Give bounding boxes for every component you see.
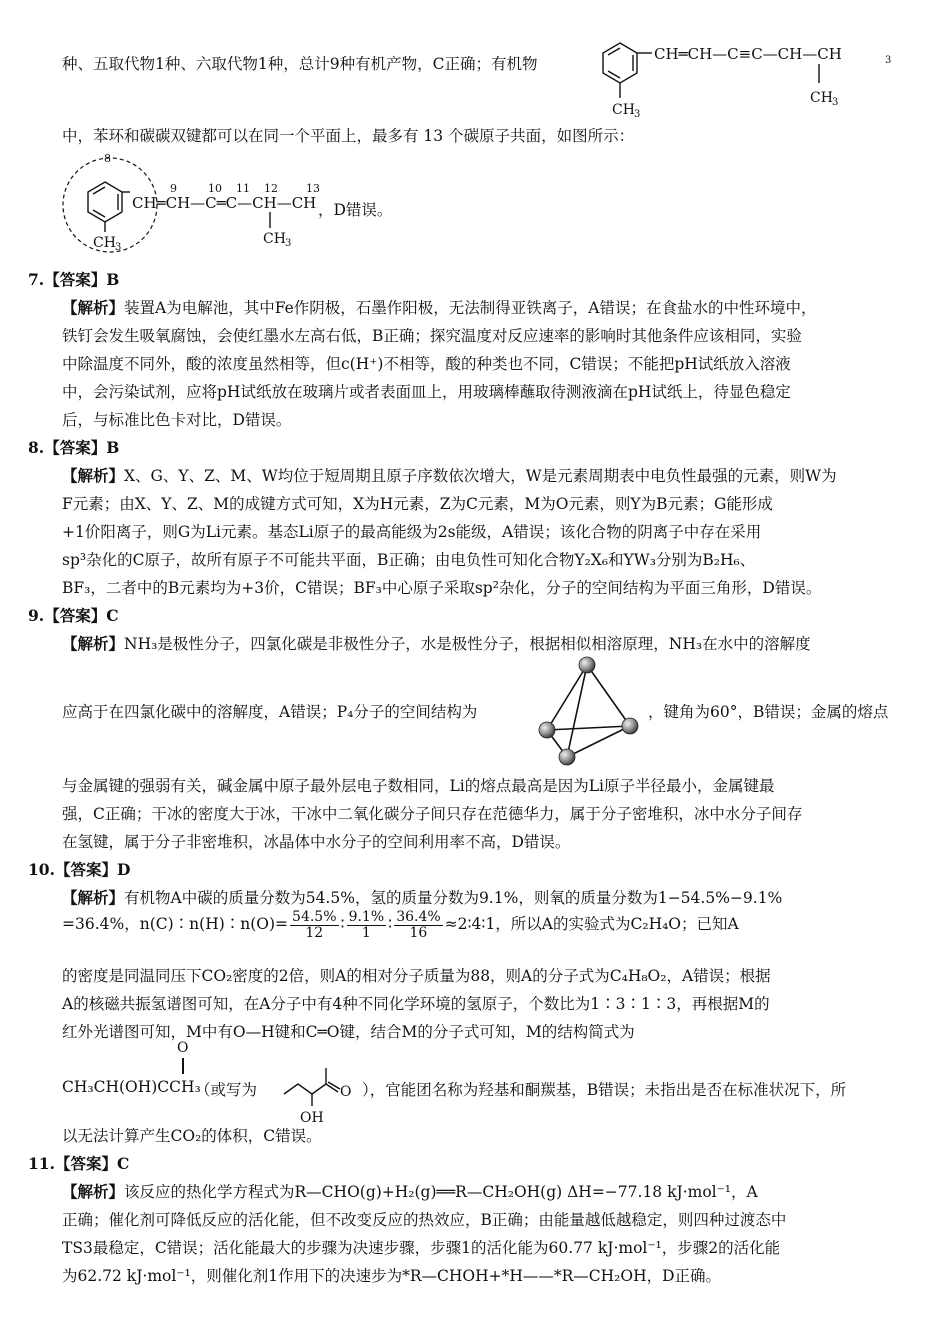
svg-text:3: 3	[885, 55, 892, 66]
carbonyl-bond	[182, 1058, 184, 1074]
q9-explanation-2a: 应高于在四氯化碳中的溶解度，A错误；P₄分子的空间结构为	[62, 703, 478, 721]
struct2-num-11: 11	[236, 182, 250, 195]
struct2-num-12: 12	[264, 182, 278, 195]
q11-explanation-2: 正确；催化剂可降低反应的活化能，但不改变反应的热效应，B正确；由能量越低越稳定，则四种过渡态中	[62, 1211, 787, 1229]
q8-explanation-2: F元素；由X、Y、Z、M的成键方式可知，X为H元素，Z为C元素，M为O元素，则Y为B元素；G能形成	[62, 495, 773, 513]
q8-answer: 8.【答案】B	[28, 438, 120, 457]
skeletal-o-label: O	[340, 1084, 352, 1100]
q7-explanation-4: 中，会污染试剂，应将pH试纸放在玻璃片或者表面皿上，用玻璃棒蘸取待测液滴在pH试纸上，待显色稳定	[62, 383, 791, 401]
struct1-ring-ch3: CH	[612, 102, 635, 118]
q7-explanation-5: 后，与标准比色卡对比，D错误。	[62, 411, 292, 429]
struct2-branch-ch3: CH	[263, 231, 286, 247]
q6-text-line-3: ，D错误。	[318, 201, 393, 219]
q11-explanation-3: TS3最稳定，C错误；活化能最大的步骤为决速步骤，步骤1的活化能为60.77 kJ·mol⁻¹，步骤2的活化能	[62, 1239, 781, 1257]
struct2-ring-ch3: CH	[93, 235, 116, 251]
q6-text-line-2: 中，苯环和碳碳双键都可以在同一个平面上，最多有 13 个碳原子共面，如图所示：	[62, 127, 635, 145]
p4-tetrahedron-diagram	[535, 655, 645, 770]
q8-explanation-3: +1价阳离子，则G为Li元素。基态Li原子的最高能级为2s能级，A错误；该化合物的阴离子中存在采用	[62, 523, 762, 541]
carbonyl-oxygen-label: O	[177, 1040, 189, 1056]
fraction-carbon: $\frac{54.5\%}{12}$	[292, 909, 337, 941]
q10-condensed-formula: CH₃CH(OH)CCH₃	[62, 1078, 201, 1096]
q11-explanation-4: 为62.72 kJ·mol⁻¹，则催化剂1作用下的决速步为*R—CHOH+*H——*R—CH₂OH，D正确。	[62, 1267, 722, 1285]
q9-explanation-3: 与金属键的强弱有关，碱金属中原子最外层电子数相同，Li的熔点最高是因为Li原子半径最小，金属键最	[62, 777, 775, 795]
q10-explanation-5: 红外光谱图可知，M中有O—H键和C═O键，结合M的分子式可知，M的结构简式为	[62, 1023, 635, 1041]
q10-explanation-6b: ），官能团名称为羟基和酮羰基，B错误；未指出是否在标准状况下，所	[362, 1081, 847, 1099]
q9-explanation-2b: ，键角为60°，B错误；金属的熔点	[648, 703, 889, 721]
q10-explanation-3: 的密度是同温同压下CO₂密度的2倍，则A的相对分子质量为88，则A的分子式为C₄H₈O₂，A错误；根据	[62, 967, 771, 985]
struct2-num-13: 13	[306, 182, 320, 195]
struct2-num-8: 8	[104, 152, 111, 165]
skeletal-oh-label: OH	[300, 1110, 324, 1126]
q10-explanation-1: 【解析】有机物A中碳的质量分数为54.5%，氢的质量分数为9.1%，则氧的质量分数为1−54.5%−9.1%	[62, 888, 783, 907]
q8-explanation-4: sp³杂化的C原子，故所有原子不可能共平面，B正确；由电负性可知化合物Y₂X₆和YW₃分别为B₂H₆、	[62, 551, 756, 569]
structure-diagram-2	[60, 150, 350, 260]
skeletal-structure	[280, 1060, 360, 1126]
q7-explanation-1: 【解析】装置A为电解池，其中Fe作阴极，石墨作阳极，无法制得亚铁离子，A错误；在食盐水的中性环境中，	[62, 298, 817, 317]
q7-explanation-3: 中除温度不同外，酸的浓度虽然相等，但c(H⁺)不相等，酸的种类也不同，C错误；不能把pH试纸放入溶液	[62, 355, 791, 373]
q10-answer: 10.【答案】D	[28, 860, 131, 879]
q11-answer: 11.【答案】C	[28, 1154, 130, 1173]
svg-text:3: 3	[634, 109, 641, 120]
q8-explanation-1: 【解析】X、G、Y、Z、M、W均位于短周期且原子序数依次增大，W是元素周期表中电负性最强的元素，则W为	[62, 466, 837, 485]
q10-explanation-2: =36.4%，n(C)∶n(H)∶n(O)= $\frac{54.5\%}{12}$ ∶ $\frac{9.1\%}{1}$ ∶ $\frac{36.4\%}{16}$ ≈2∶4∶1，所以A的实验式为C₂H₄O；已知A	[62, 909, 739, 941]
fraction-oxygen: $\frac{36.4\%}{16}$	[396, 909, 441, 941]
svg-text:3: 3	[832, 97, 839, 108]
q9-explanation-4: 强，C正确；干冰的密度大于冰，干冰中二氧化碳分子间只存在范德华力，属于分子密堆积，冰中水分子间存	[62, 805, 803, 823]
svg-text:3: 3	[115, 242, 122, 253]
q10-explanation-7: 以无法计算产生CO₂的体积，C错误。	[62, 1127, 322, 1145]
struct2-num-10: 10	[208, 182, 222, 195]
q7-explanation-2: 铁钉会发生吸氧腐蚀，会使红墨水左高右低，B正确；探究温度对反应速率的影响时其他条件应该相同，实验	[62, 327, 802, 345]
q8-explanation-5: BF₃，二者中的B元素均为+3价，C错误；BF₃中心原子采取sp²杂化，分子的空间结构为平面三角形，D错误。	[62, 579, 822, 597]
struct1-branch-ch3: CH	[810, 90, 833, 106]
struct2-num-9: 9	[170, 182, 177, 195]
q11-explanation-1: 【解析】该反应的热化学方程式为R—CHO(g)+H₂(g)══R—CH₂OH(g) ΔH=−77.18 kJ·mol⁻¹，A	[62, 1182, 758, 1201]
q9-explanation-5: 在氢键，属于分子非密堆积，冰晶体中水分子的空间利用率不高，D错误。	[62, 833, 571, 851]
fraction-hydrogen: $\frac{9.1\%}{1}$	[348, 909, 385, 941]
struct1-chain: CH═CH—C≡C—CH—CH	[654, 45, 842, 63]
q10-explanation-6a: （或写为	[195, 1081, 258, 1099]
structure-diagram-1	[600, 38, 900, 118]
q10-explanation-4: A的核磁共振氢谱图可知，在A分子中有4种不同化学环境的氢原子，个数比为1∶3∶1∶3，再根据M的	[62, 995, 770, 1013]
q7-answer: 7.【答案】B	[28, 270, 120, 289]
q9-explanation-1: 【解析】NH₃是极性分子，四氯化碳是非极性分子，水是极性分子，根据相似相溶原理，NH₃在水中的溶解度	[62, 634, 811, 653]
struct2-chain: CH═CH—C═C—CH—CH	[132, 194, 317, 212]
q6-text-line-1: 种、五取代物1种、六取代物1种，总计9种有机产物，C正确；有机物	[62, 55, 538, 73]
q9-answer: 9.【答案】C	[28, 606, 119, 625]
svg-text:3: 3	[285, 238, 292, 249]
